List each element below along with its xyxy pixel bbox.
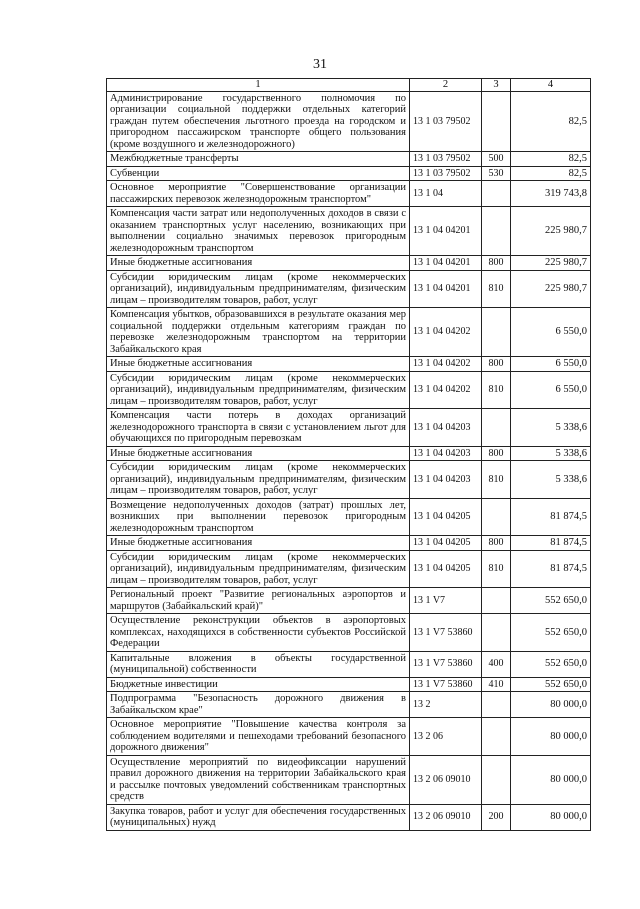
table-row (107, 308, 591, 357)
row-code-cell: 13 1 03 79502 (410, 152, 482, 167)
row-expense-type-cell: 810 (482, 461, 511, 499)
row-name-cell: Основное мероприятие "Совершенствование организации пассажирских перевозок железнодорожным транспортом" (107, 181, 410, 207)
row-amount-cell: 82,5 (511, 166, 591, 181)
row-amount-cell: 5 338,6 (511, 409, 591, 447)
table-row (107, 677, 591, 692)
row-expense-type-cell (482, 181, 511, 207)
row-name-cell: Региональный проект "Развитие региональных аэропортов и маршрутов (Забайкальский край)" (107, 588, 410, 614)
row-code-cell: 13 1 04 04205 (410, 536, 482, 551)
row-amount-cell: 225 980,7 (511, 207, 591, 256)
row-amount-cell: 552 650,0 (511, 651, 591, 677)
row-code-cell: 13 2 06 (410, 718, 482, 756)
table-row (107, 588, 591, 614)
row-code-cell: 13 1 04 04201 (410, 270, 482, 308)
table-row (107, 461, 591, 499)
row-amount-cell: 552 650,0 (511, 614, 591, 652)
row-code-cell: 13 1 04 (410, 181, 482, 207)
row-code-cell: 13 1 04 04202 (410, 357, 482, 372)
row-amount-cell: 80 000,0 (511, 804, 591, 830)
row-expense-type-cell (482, 614, 511, 652)
row-code-cell: 13 1 V7 53860 (410, 677, 482, 692)
row-amount-cell: 225 980,7 (511, 256, 591, 271)
table-row (107, 91, 591, 152)
row-expense-type-cell (482, 207, 511, 256)
row-name-cell: Осуществление реконструкции объектов в аэропортовых комплексах, находящихся в собственности субъектов Российской Федерации (107, 614, 410, 652)
budget-table (106, 78, 591, 831)
row-code-cell: 13 1 04 04203 (410, 446, 482, 461)
row-expense-type-cell (482, 718, 511, 756)
row-expense-type-cell (482, 91, 511, 152)
row-expense-type-cell (482, 588, 511, 614)
table-row (107, 550, 591, 588)
row-expense-type-cell: 410 (482, 677, 511, 692)
row-expense-type-cell: 810 (482, 550, 511, 588)
table-body (107, 91, 591, 830)
header-col-3: 3 (482, 79, 511, 92)
row-code-cell: 13 1 V7 (410, 588, 482, 614)
row-expense-type-cell: 800 (482, 256, 511, 271)
table-row (107, 181, 591, 207)
row-name-cell: Субсидии юридическим лицам (кроме некоммерческих организаций), индивидуальным предпринимателям, физическим лицам – производителям товаров, работ, услуг (107, 371, 410, 409)
table-row (107, 692, 591, 718)
row-amount-cell: 81 874,5 (511, 536, 591, 551)
row-amount-cell: 80 000,0 (511, 755, 591, 804)
row-name-cell: Компенсация убытков, образовавшихся в результате оказания мер социальной поддержки отдельным категориям граждан по перевозке железнодорожным транспортом на территории Забайкальского края (107, 308, 410, 357)
row-name-cell: Субсидии юридическим лицам (кроме некоммерческих организаций), индивидуальным предпринимателям, физическим лицам – производителям товаров, работ, услуг (107, 270, 410, 308)
row-code-cell: 13 1 03 79502 (410, 166, 482, 181)
row-amount-cell: 6 550,0 (511, 308, 591, 357)
row-expense-type-cell: 800 (482, 357, 511, 372)
row-expense-type-cell (482, 755, 511, 804)
row-code-cell: 13 1 04 04203 (410, 461, 482, 499)
row-code-cell: 13 1 04 04205 (410, 498, 482, 536)
row-amount-cell: 552 650,0 (511, 588, 591, 614)
row-amount-cell: 319 743,8 (511, 181, 591, 207)
row-amount-cell: 5 338,6 (511, 461, 591, 499)
table-row (107, 166, 591, 181)
row-amount-cell: 5 338,6 (511, 446, 591, 461)
row-code-cell: 13 1 04 04202 (410, 308, 482, 357)
row-name-cell: Иные бюджетные ассигнования (107, 256, 410, 271)
row-name-cell: Бюджетные инвестиции (107, 677, 410, 692)
row-amount-cell: 82,5 (511, 91, 591, 152)
row-code-cell: 13 2 06 09010 (410, 804, 482, 830)
row-name-cell: Иные бюджетные ассигнования (107, 446, 410, 461)
row-code-cell: 13 2 (410, 692, 482, 718)
row-code-cell: 13 1 04 04202 (410, 371, 482, 409)
page-number: 31 (313, 57, 327, 72)
row-name-cell: Субсидии юридическим лицам (кроме некоммерческих организаций), индивидуальным предпринимателям, физическим лицам – производителям товаров, работ, услуг (107, 550, 410, 588)
row-name-cell: Субвенции (107, 166, 410, 181)
row-code-cell: 13 1 04 04201 (410, 256, 482, 271)
row-code-cell: 13 1 04 04205 (410, 550, 482, 588)
row-code-cell: 13 1 V7 53860 (410, 614, 482, 652)
row-expense-type-cell: 810 (482, 371, 511, 409)
table-row (107, 256, 591, 271)
header-col-2: 2 (410, 79, 482, 92)
row-name-cell: Компенсация части потерь в доходах организаций железнодорожного транспорта в связи с установлением льгот для обучающихся по пригородным перевозкам (107, 409, 410, 447)
row-expense-type-cell: 400 (482, 651, 511, 677)
row-amount-cell: 6 550,0 (511, 357, 591, 372)
table-row (107, 804, 591, 830)
row-code-cell: 13 1 04 04203 (410, 409, 482, 447)
row-amount-cell: 82,5 (511, 152, 591, 167)
row-expense-type-cell: 500 (482, 152, 511, 167)
row-name-cell: Капитальные вложения в объекты государственной (муниципальной) собственности (107, 651, 410, 677)
row-expense-type-cell: 810 (482, 270, 511, 308)
row-code-cell: 13 1 04 04201 (410, 207, 482, 256)
table-row (107, 207, 591, 256)
row-name-cell: Возмещение недополученных доходов (затрат) прошлых лет, возникших при выполнении перевозок пригородным железнодорожным транспортом (107, 498, 410, 536)
table-header-row (107, 79, 591, 92)
header-col-4: 4 (511, 79, 591, 92)
row-amount-cell: 80 000,0 (511, 692, 591, 718)
row-name-cell: Закупка товаров, работ и услуг для обеспечения государственных (муниципальных) нужд (107, 804, 410, 830)
table-row (107, 651, 591, 677)
row-expense-type-cell: 800 (482, 446, 511, 461)
table-row (107, 718, 591, 756)
table-row (107, 498, 591, 536)
row-name-cell: Осуществление мероприятий по видеофиксации нарушений правил дорожного движения на территории Забайкальского края и рассылке почтовых уведомлений собственникам транспортных средств (107, 755, 410, 804)
row-expense-type-cell (482, 308, 511, 357)
row-code-cell: 13 1 V7 53860 (410, 651, 482, 677)
row-amount-cell: 6 550,0 (511, 371, 591, 409)
row-expense-type-cell: 200 (482, 804, 511, 830)
row-amount-cell: 552 650,0 (511, 677, 591, 692)
table-row (107, 536, 591, 551)
row-expense-type-cell (482, 409, 511, 447)
row-amount-cell: 81 874,5 (511, 550, 591, 588)
row-amount-cell: 225 980,7 (511, 270, 591, 308)
row-name-cell: Межбюджетные трансферты (107, 152, 410, 167)
row-expense-type-cell: 800 (482, 536, 511, 551)
table-row (107, 270, 591, 308)
row-expense-type-cell (482, 498, 511, 536)
row-name-cell: Основное мероприятие "Повышение качества контроля за соблюдением водителями и пешеходами требований безопасного дорожного движения" (107, 718, 410, 756)
row-name-cell: Иные бюджетные ассигнования (107, 536, 410, 551)
table-row (107, 446, 591, 461)
row-name-cell: Подпрограмма "Безопасность дорожного движения в Забайкальском крае" (107, 692, 410, 718)
row-code-cell: 13 2 06 09010 (410, 755, 482, 804)
row-name-cell: Субсидии юридическим лицам (кроме некоммерческих организаций), индивидуальным предпринимателям, физическим лицам – производителям товаров, работ, услуг (107, 461, 410, 499)
row-name-cell: Компенсация части затрат или недополученных доходов в связи с оказанием транспортных услуг населению, возникающих при выполнении социально значимых перевозок пригородным железнодорожным транспортом (107, 207, 410, 256)
row-name-cell: Администрирование государственного полномочия по организации социальной поддержки отдельных категорий граждан путем обеспечения льготного проезда на городском и пригородном пассажирском транспорте общего пользования (кроме воздушного и железнодорожного) (107, 91, 410, 152)
table-row (107, 409, 591, 447)
row-amount-cell: 80 000,0 (511, 718, 591, 756)
table-row (107, 152, 591, 167)
table-row (107, 755, 591, 804)
table-row (107, 614, 591, 652)
header-col-1: 1 (107, 79, 410, 92)
row-code-cell: 13 1 03 79502 (410, 91, 482, 152)
table-row (107, 371, 591, 409)
row-name-cell: Иные бюджетные ассигнования (107, 357, 410, 372)
row-amount-cell: 81 874,5 (511, 498, 591, 536)
row-expense-type-cell (482, 692, 511, 718)
table-row (107, 357, 591, 372)
row-expense-type-cell: 530 (482, 166, 511, 181)
